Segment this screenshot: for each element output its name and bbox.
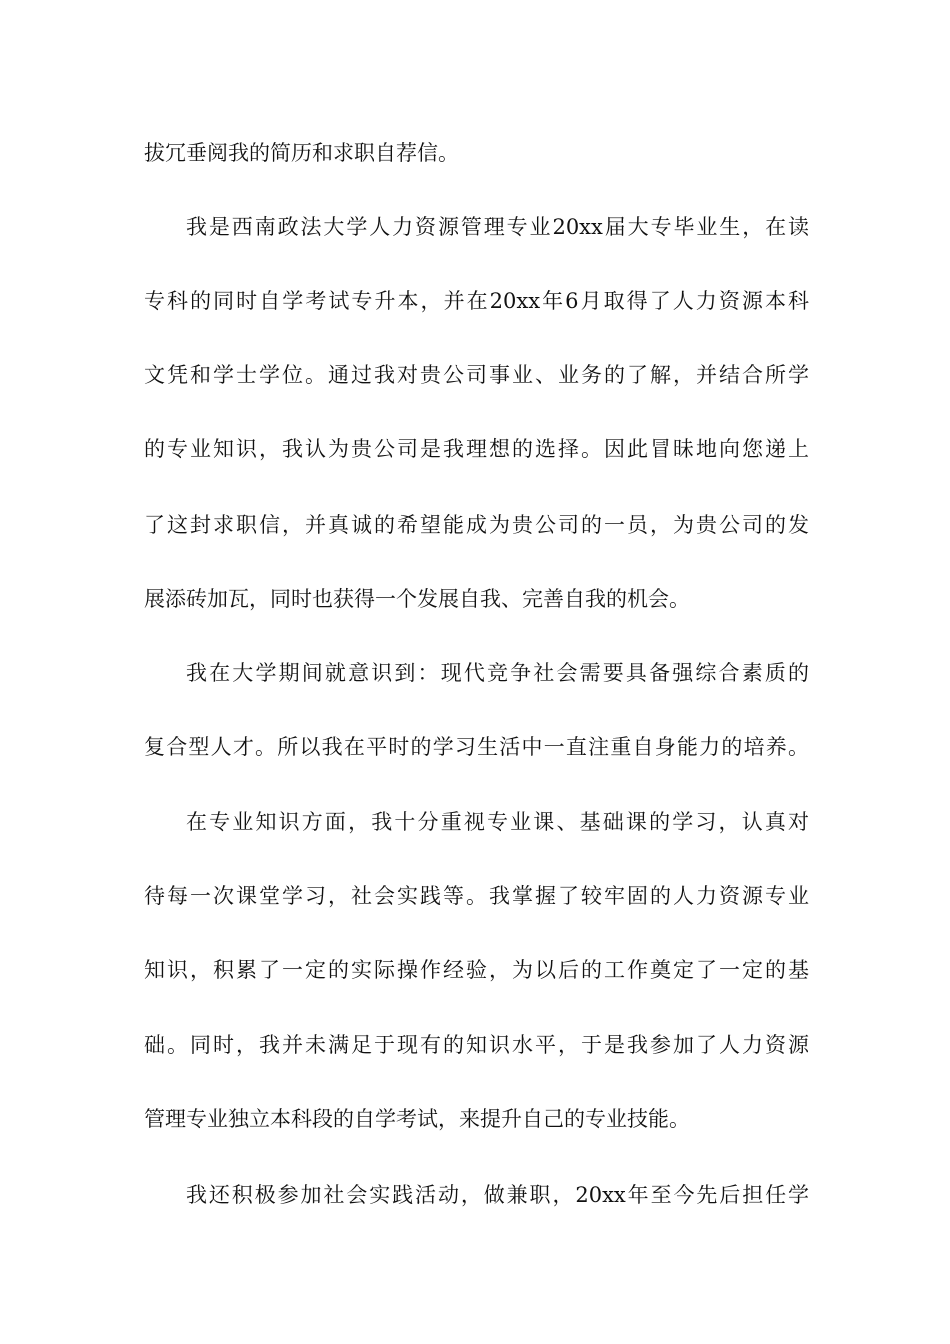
text-line: 我是西南政法大学人力资源管理专业20xx届大专毕业生，在读 <box>186 215 809 239</box>
text-line: 管理专业独立本科段的自学考试，来提升自己的专业技能。 <box>144 1107 690 1131</box>
text-line: 础。同时，我并未满足于现有的知识水平，于是我参加了人力资源 <box>144 1033 809 1057</box>
text-line: 知识，积累了一定的实际操作经验，为以后的工作奠定了一定的基 <box>144 958 809 982</box>
text-line: 在专业知识方面，我十分重视专业课、基础课的学习，认真对 <box>186 810 809 834</box>
text-line: 的专业知识，我认为贵公司是我理想的选择。因此冒昧地向您递上 <box>144 437 809 461</box>
text-line: 我在大学期间就意识到：现代竞争社会需要具备强综合素质的 <box>186 661 809 685</box>
text-line: 专科的同时自学考试专升本，并在20xx年6月取得了人力资源本科 <box>144 289 809 313</box>
text-line: 我还积极参加社会实践活动，做兼职，20xx年至今先后担任学 <box>186 1183 809 1207</box>
text-line: 待每一次课堂学习，社会实践等。我掌握了较牢固的人力资源专业 <box>144 884 809 908</box>
text-line: 拔冗垂阅我的简历和求职自荐信。 <box>144 141 459 165</box>
text-line: 复合型人才。所以我在平时的学习生活中一直注重自身能力的培养。 <box>144 735 809 759</box>
text-line: 文凭和学士学位。通过我对贵公司事业、业务的了解，并结合所学 <box>144 363 809 387</box>
text-line: 了这封求职信，并真诚的希望能成为贵公司的一员，为贵公司的发 <box>144 513 809 537</box>
text-line: 展添砖加瓦，同时也获得一个发展自我、完善自我的机会。 <box>144 587 690 611</box>
